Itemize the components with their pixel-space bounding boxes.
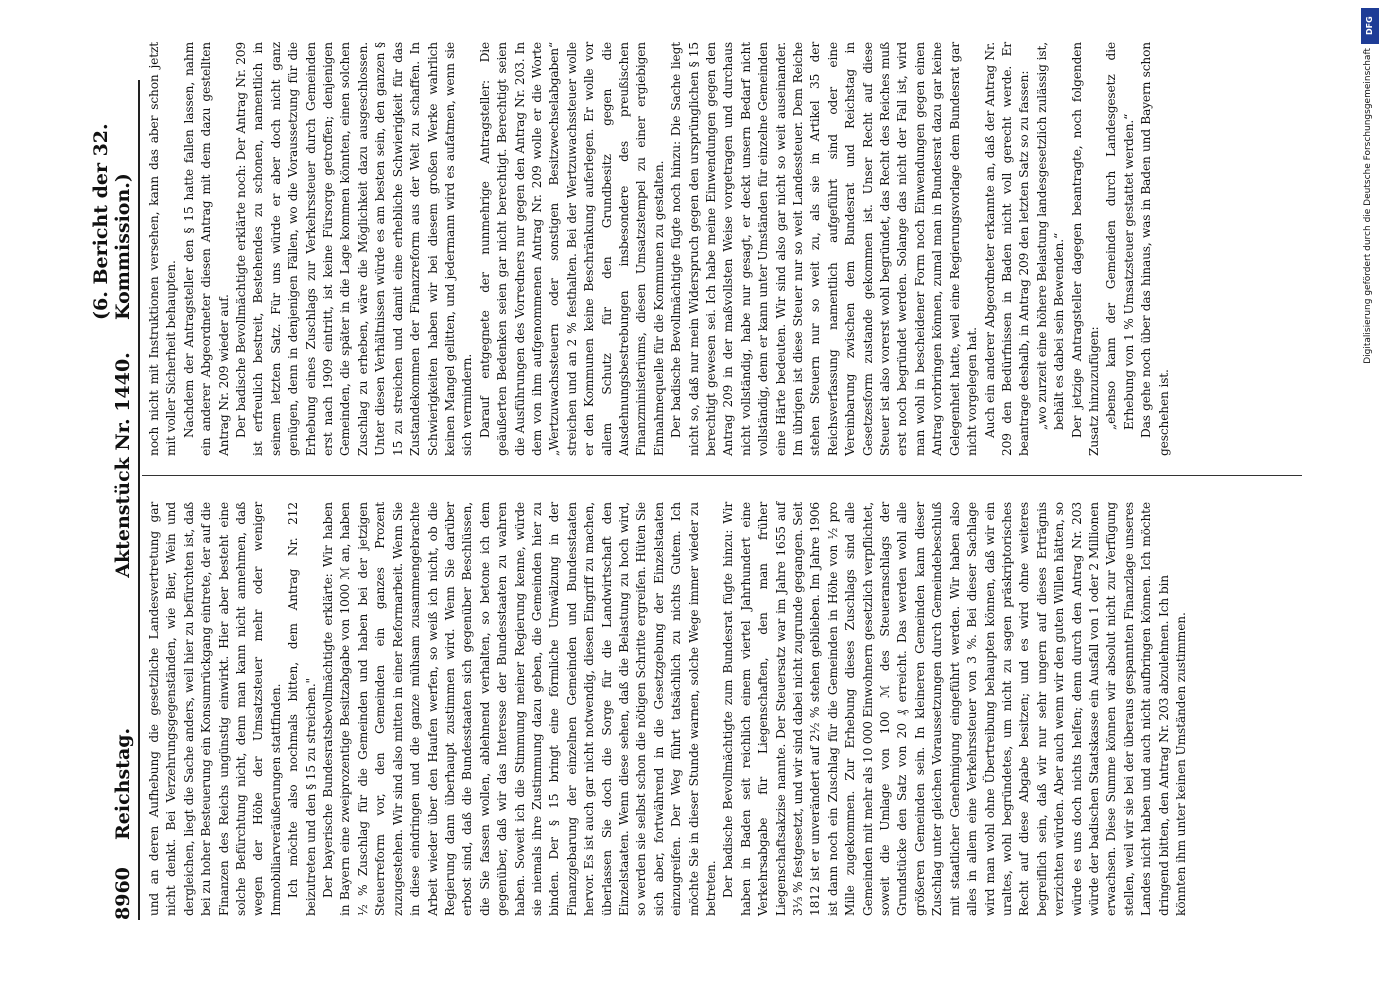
paragraph: Darauf entgegnete der nunmehrige Antragsteller: Die geäußerten Bedenken seien gar nicht berechtigt. Berechtigt seien die Ausführungen des Vorredners nur gegen den Antrag Nr. 203. In dem von ihm aufgenommenen Antrag Nr. 209 wolle er die Worte „Wertzuwachssteuern oder sonstigen Besitzwechselabgaben“ streichen und an 2 % festhalten. Bei der Wertzuwachssteuer wolle er den Kommunen keine Beschränkung auferlegen. Er wolle vor allem Schutz für den Grundbesitz gegen die Ausdehnungsbestrebungen insbesondere des preußischen Finanzministeriums, diesen Umsatzstempel zu einer ergiebigen Einnahmequelle für die Kommunen zu gestalten.: [477, 42, 666, 456]
paragraph: Das gehe noch über das hinaus, was in Baden und Bayern schon geschehen ist.: [1139, 42, 1171, 456]
page-header: [90, 80, 140, 920]
right-column: [146, 42, 1173, 456]
column-divider: [142, 475, 1302, 476]
paragraph: Der jetzige Antragsteller dagegen beantragte, noch folgenden Zusatz hinzuzufügen:: [1069, 42, 1101, 456]
left-column: [146, 502, 1190, 916]
paragraph: Der bayerische Bundesratsbevollmächtigte erklärte: Wir haben in Bayern eine zweiprozentige Besitzabgabe von 1000 ℳ an, haben ½ % Zuschlag für die Gemeinden und haben bei der jetzigen Steuerreform vor, den Gemeinden ein ganzes Prozent zuzugestehen. Wir sind also mitten in einer Reformarbeit. Wenn Sie in diese eindringen und die ganze mühsam zusammengebrachte Arbeit wieder über den Haufen werfen, so weiß ich nicht, ob die Regierung dann überhaupt zustimmen wird. Wenn Sie darüber erbost sind, daß die Bundesstaaten sich gegenüber Beschlüssen, die Sie fassen wollen, ablehnend verhalten, so betone ich dem gegenüber, daß wir das Interesse der Bundesstaaten zu wahren haben. Soweit ich die Stimmung meiner Regierung kenne, würde sie niemals ihre Zustimmung dazu geben, die Gemeinden hier zu binden. Der § 15 bringt eine förmliche Umwälzung in der Finanzgebarung der einzelnen Gemeinden und Bundesstaaten hervor. Es ist auch gar nicht notwendig, diesen Eingriff zu machen, überlassen Sie doch die Sorge für die Landwirtschaft den Einzelstaaten. Wenn diese sehen, daß die Belastung zu hoch wird, so werden sie selbst schon die nötigen Schritte ergreifen. Hüten Sie sich aber, fortwährend in die Gesetzgebung der Einzelstaaten einzugreifen. Der Weg führt tatsächlich zu nichts Gutem. Ich möchte Sie in dieser Stunde warnen, solche Wege immer wieder zu betreten.: [321, 502, 718, 916]
paragraph: Der badische Bevollmächtigte zum Bundesrat fügte hinzu: Wir haben in Baden seit reichlich einem viertel Jahrhundert eine Verkehrsabgabe für Liegenschaften, den man früher Liegenschaftsakzise nannte. Der Steuersatz war im Jahre 1655 auf 3⅓ % festgesetzt, und wir sind dabei nicht zugrunde gegangen. Seit 1812 ist er unverändert auf 2½ % stehen geblieben. Im Jahre 1906 ist dann noch ein Zuschlag für die Gemeinden in Höhe von ½ pro Mille zugekommen. Zur Erhebung dieses Zuschlags sind alle Gemeinden mit mehr als 10 000 Einwohnern gesetzlich verpflichtet, soweit die Umlage von 100 ℳ des Steueranschlags der Grundstücke den Satz von 20 ₰ erreicht. Das werden wohl alle größeren Gemeinden sein. In kleineren Gemeinden kann dieser Zuschlag unter gleichen Voraussetzungen durch Gemeindebeschluß mit staatlicher Genehmigung eingeführt werden. Wir haben also alles in allem eine Verkehrssteuer von 3 %. Bei dieser Sachlage wird man wohl ohne Übertreibung behaupten können, daß wir ein uraltes, wohl begründetes, um nicht zu sagen präskriptorisches Recht auf diese Abgabe besitzen; und es wird ohne weiteres begreiflich sein, daß wir nur sehr ungern auf dieses Erträgnis verzichten würden. Aber auch wenn wir den guten Willen hätten, so würde es uns doch nichts helfen; denn durch den Antrag Nr. 203 würde der badischen Staatskasse ein Ausfall von 1 oder 2 Millionen erwachsen. Diese Summe können wir absolut nicht zur Verfügung stellen, weil wir sie bei der überaus gespannten Finanzlage unseres Landes nicht haben und auch nicht aufbringen können. Ich möchte dringend bitten, den Antrag Nr. 203 abzulehnen. Ich bin: [721, 502, 1171, 916]
paragraph: und an deren Aufhebung die gesetzliche Landesvertretung gar nicht denkt. Bei Verzehrungsgegenständen, wie Bier, Wein und dergleichen, liegt die Sache anders, weil hier zu befürchten ist, daß bei zu hoher Besteuerung ein Konsumrückgang eintrete, der auf die Finanzen des Reichs ungünstig einwirkt. Hier aber besteht eine solche Befürchtung nicht, denn man kann nicht annehmen, daß wegen der Höhe der Umsatzsteuer mehr oder weniger Immobiliarveräußerungen stattfinden.: [147, 502, 283, 916]
report-title: (6. Bericht der 32. Kommission.): [90, 123, 134, 320]
dfg-logo: DFG: [1361, 8, 1379, 44]
paragraph: Ich möchte also nochmals bitten, dem Antrag Nr. 212 beizutreten und den § 15 zu streichen.": [286, 502, 318, 916]
paragraph: „wo zurzeit eine höhere Belastung landesgesetzlich zulässig ist, behält es dabei sein Bewenden.“: [1034, 42, 1067, 430]
paragraph: „ebenso kann der Gemeinden durch Landesgesetz die Erhebung von 1 % Umsatzsteuer gestattet werden.“: [1104, 42, 1136, 430]
paragraph: Auch ein anderer Abgeordneter erkannte an, daß der Antrag Nr. 209 den Bedürfnissen in Baden nicht voll gerecht werde. Er beantrage deshalb, in Antrag 209 den letzten Satz so zu fassen:: [982, 42, 1032, 456]
paragraph: noch nicht mit Instruktionen versehen, kann das aber schon jetzt mit voller Sicherheit behaupten.: [147, 42, 179, 456]
document-number: Aktenstück Nr. 1440.: [112, 352, 134, 578]
page-number: 8960: [112, 867, 134, 920]
document-page: [80, 42, 1320, 950]
digitization-note: Digitalisierung gefördert durch die Deutsche Forschungsgemeinschaft: [1363, 48, 1373, 364]
running-title: Reichstag.: [112, 727, 134, 840]
paragraph: Der badische Bevollmächtigte erklärte noch: Der Antrag Nr. 209 ist erfreulich bestreit, Bestehendes zu schonen, namentlich in seinem letzten Satz. Für uns würde er aber doch nicht ganz genügen, denn in denjenigen Fällen, wo die Voraussetzung für die Erhebung eines Zuschlags zur Verkehrssteuer durch Gemeinden erst nach 1909 eintritt, ist keine Fürsorge getroffen; denjenigen Gemeinden, die später in die Lage kommen könnten, einen solchen Zuschlag zu erheben, wäre die Möglichkeit dazu ausgeschlossen. Unter diesen Verhältnissen würde es am besten sein, den ganzen § 15 zu streichen und damit eine erhebliche Schwierigkeit für das Zustandekommen der Finanzreform aus der Welt zu schaffen. In Schwierigkeiten haben wir bei diesem großen Werke wahrlich keinen Mangel gelitten, und jedermann wird es aufatmen, wenn sie sich vermindern.: [234, 42, 475, 456]
dfg-stamp: [1361, 4, 1379, 994]
paragraph: Nachdem der Antragsteller den § 15 hatte fallen lassen, nahm ein anderer Abgeordneter diesen Antrag mit dem dazu gestellten Antrag Nr. 209 wieder auf.: [181, 42, 231, 456]
paragraph: Der badische Bevollmächtigte fügte noch hinzu: Die Sache liegt nicht so, daß nur mein Widerspruch gegen den ursprünglichen § 15 berechtigt gewesen sei. Ich habe meine Einwendungen gegen den Antrag 209 in der maßvollsten Weise vorgetragen und durchaus nicht vollständig, habe nur gesagt, er deckt unsern Bedarf nicht vollständig, denn er kann unter Umständen für einzelne Gemeinden eine Härte bedeuten. Wir sind also gar nicht so weit auseinander. Im übrigen ist diese Steuer nur so weit Landessteuer. Dem Reiche stehen Steuern nur so weit zu, als sie in Artikel 35 der Reichsverfassung namentlich aufgeführt sind oder eine Vereinbarung zwischen dem Bundesrat und Reichstag in Gesetzesform zustande gekommen ist. Unser Recht auf diese Steuer ist also vorerst wohl begründet, das Recht des Reiches muß erst noch begründet werden. Solange das nicht der Fall ist, wird man wohl in bescheidener Form noch Einwendungen gegen einen Antrag vorbringen können, zumal man in Bundesrat dazu gar keine Gelegenheit hatte, weil eine Regierungsvorlage dem Bundesrat gar nicht vorgelegen hat.: [669, 42, 980, 456]
paragraph: könnten ihm unter keinen Umständen zustimmen.: [1173, 612, 1188, 916]
